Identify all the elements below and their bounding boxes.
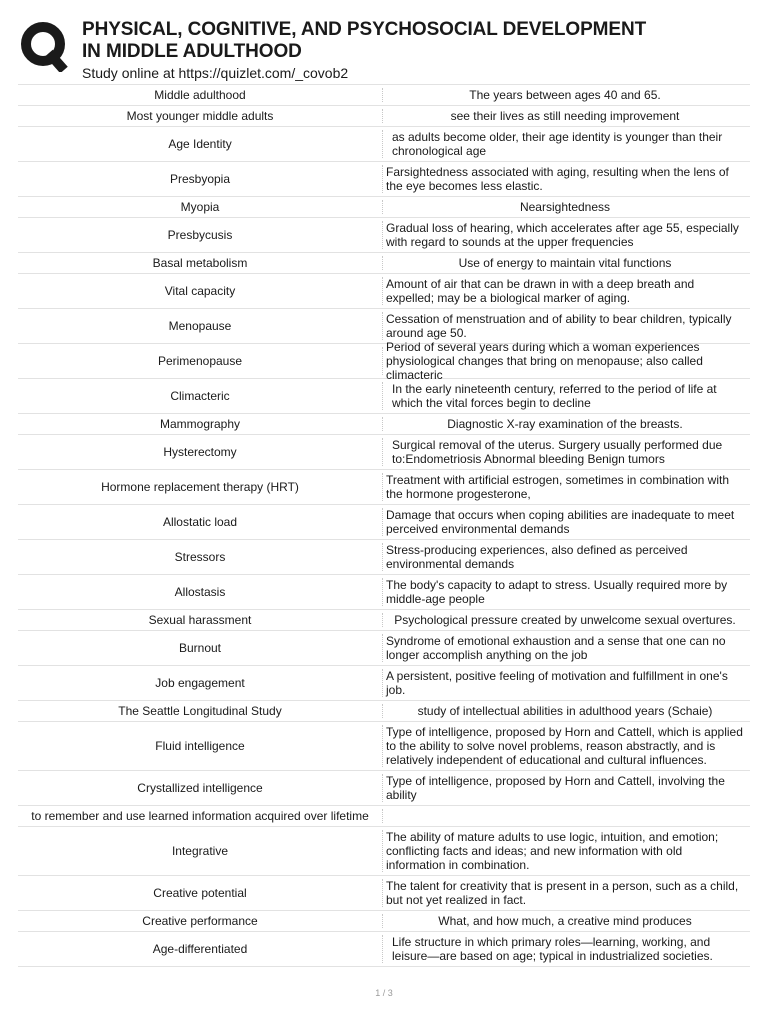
card-row — [18, 631, 750, 666]
card-term: Basal metabolism — [18, 256, 383, 270]
card-row — [18, 540, 750, 575]
card-row — [18, 309, 750, 344]
card-term: Presbycusis — [18, 221, 383, 249]
card-definition: Period of several years during which a woman experiences physiological changes that bring on menopause; also called climacteric — [386, 340, 703, 382]
card-term: Stressors — [18, 543, 383, 571]
card-definition: Type of intelligence, proposed by Horn and Cattell, which is applied to the ability to solve novel problems, reason abstractly, and is relatively independent of educational and cultural influences. — [386, 725, 743, 767]
card-definition: Psychological pressure created by unwelcome sexual overtures. — [394, 613, 736, 627]
card-term: Climacteric — [18, 382, 383, 410]
card-definition: Stress-producing experiences, also defined as perceived environmental demands — [386, 543, 688, 571]
card-term: Age-differentiated — [18, 935, 383, 963]
card-term: Allostasis — [18, 578, 383, 606]
card-definition: Amount of air that can be drawn in with a deep breath and expelled; may be a biological marker of aging. — [386, 277, 695, 305]
card-definition: Surgical removal of the uterus. Surgery usually performed due to:Endometriosis Abnormal bleeding Benign tumors — [392, 438, 723, 466]
card-definition: Treatment with artificial estrogen, sometimes in combination with the hormone progesterone, — [386, 473, 730, 501]
card-definition: The body's capacity to adapt to stress. Usually required more by middle-age people — [386, 578, 728, 606]
card-definition: see their lives as still needing improvement — [450, 109, 680, 123]
card-row — [18, 666, 750, 701]
card-definition: What, and how much, a creative mind produces — [438, 914, 692, 928]
card-row — [18, 218, 750, 253]
card-term: Creative performance — [18, 914, 383, 928]
card-row — [18, 806, 750, 827]
card-row — [18, 827, 750, 876]
card-row — [18, 932, 750, 967]
card-row — [18, 876, 750, 911]
card-row — [18, 85, 750, 106]
card-row — [18, 470, 750, 505]
page-title — [82, 19, 742, 63]
card-term: Burnout — [18, 634, 383, 662]
page-indicator: 1 / 3 — [375, 988, 393, 998]
card-definition: study of intellectual abilities in adulthood years (Schaie) — [417, 704, 713, 718]
card-term: Hysterectomy — [18, 438, 383, 466]
card-term: Hormone replacement therapy (HRT) — [18, 473, 383, 501]
card-term: Job engagement — [18, 669, 383, 697]
card-definition — [383, 806, 750, 826]
card-definition: Use of energy to maintain vital functions — [458, 256, 672, 270]
card-definition: Nearsightedness — [519, 200, 611, 214]
card-term: Fluid intelligence — [18, 725, 383, 767]
card-definition: Farsightedness associated with aging, resulting when the lens of the eye becomes less elastic. — [386, 165, 729, 193]
card-row — [18, 379, 750, 414]
card-definition: The talent for creativity that is present in a person, such as a child, but not yet realized in fact. — [386, 879, 739, 907]
card-row — [18, 435, 750, 470]
card-row — [18, 911, 750, 932]
card-definition: Damage that occurs when coping abilities are inadequate to meet perceived environmental demands — [386, 508, 735, 536]
card-row — [18, 722, 750, 771]
card-term: Menopause — [18, 312, 383, 340]
card-definition: Type of intelligence, proposed by Horn and Cattell, involving the ability — [386, 774, 725, 802]
card-definition: as adults become older, their age identity is younger than their chronological age — [392, 130, 723, 158]
card-definition: A persistent, positive feeling of motivation and fulfillment in one's job. — [386, 669, 728, 697]
card-row — [18, 106, 750, 127]
card-term: Age Identity — [18, 130, 383, 158]
card-term: Vital capacity — [18, 277, 383, 305]
card-term: The Seattle Longitudinal Study — [18, 704, 383, 718]
card-term: Middle adulthood — [18, 88, 383, 102]
card-term: Integrative — [18, 830, 383, 872]
card-row — [18, 610, 750, 631]
card-term: Allostatic load — [18, 508, 383, 536]
card-term: Creative potential — [18, 879, 383, 907]
title-line-1: PHYSICAL, COGNITIVE, AND PSYCHOSOCIAL DEVELOPMENT — [82, 19, 647, 40]
card-row — [18, 575, 750, 610]
card-row — [18, 771, 750, 806]
card-definition: Syndrome of emotional exhaustion and a sense that one can no longer accomplish anything on the job — [386, 634, 726, 662]
card-row — [18, 274, 750, 309]
card-row — [18, 340, 750, 382]
card-definition: The years between ages 40 and 65. — [469, 88, 661, 102]
card-term: Myopia — [18, 200, 383, 214]
title-line-2: IN MIDDLE ADULTHOOD — [82, 41, 302, 62]
card-definition: Gradual loss of hearing, which accelerates after age 55, especially with regard to sounds at the upper frequencies — [386, 221, 739, 249]
card-term: Mammography — [18, 417, 383, 431]
card-row — [18, 505, 750, 540]
card-term: to remember and use learned information acquired over lifetime — [18, 809, 383, 823]
card-row — [18, 414, 750, 435]
card-row — [18, 253, 750, 274]
study-link[interactable]: Study online at https://quizlet.com/_covob2 — [82, 65, 349, 81]
card-term: Presbyopia — [18, 165, 383, 193]
card-definition: Cessation of menstruation and of ability to bear children, typically around age 50. — [386, 312, 732, 340]
card-row — [18, 162, 750, 197]
flashcard-table — [18, 84, 750, 967]
card-row — [18, 127, 750, 162]
card-term: Crystallized intelligence — [18, 774, 383, 802]
card-definition: The ability of mature adults to use logic, intuition, and emotion; conflicting facts and ideas; and new information with old information in combination. — [386, 830, 719, 872]
card-row — [18, 701, 750, 722]
card-definition: Diagnostic X-ray examination of the breasts. — [447, 417, 683, 431]
quizlet-logo-icon — [18, 20, 70, 72]
card-row — [18, 197, 750, 218]
card-term: Sexual harassment — [18, 613, 383, 627]
card-term: Perimenopause — [18, 347, 383, 375]
card-definition: Life structure in which primary roles—learning, working, and leisure—are based on age; typical in industrialized societies. — [392, 935, 713, 963]
card-definition: In the early nineteenth century, referred to the period of life at which the vital forces begin to decline — [392, 382, 717, 410]
card-term: Most younger middle adults — [18, 109, 383, 123]
